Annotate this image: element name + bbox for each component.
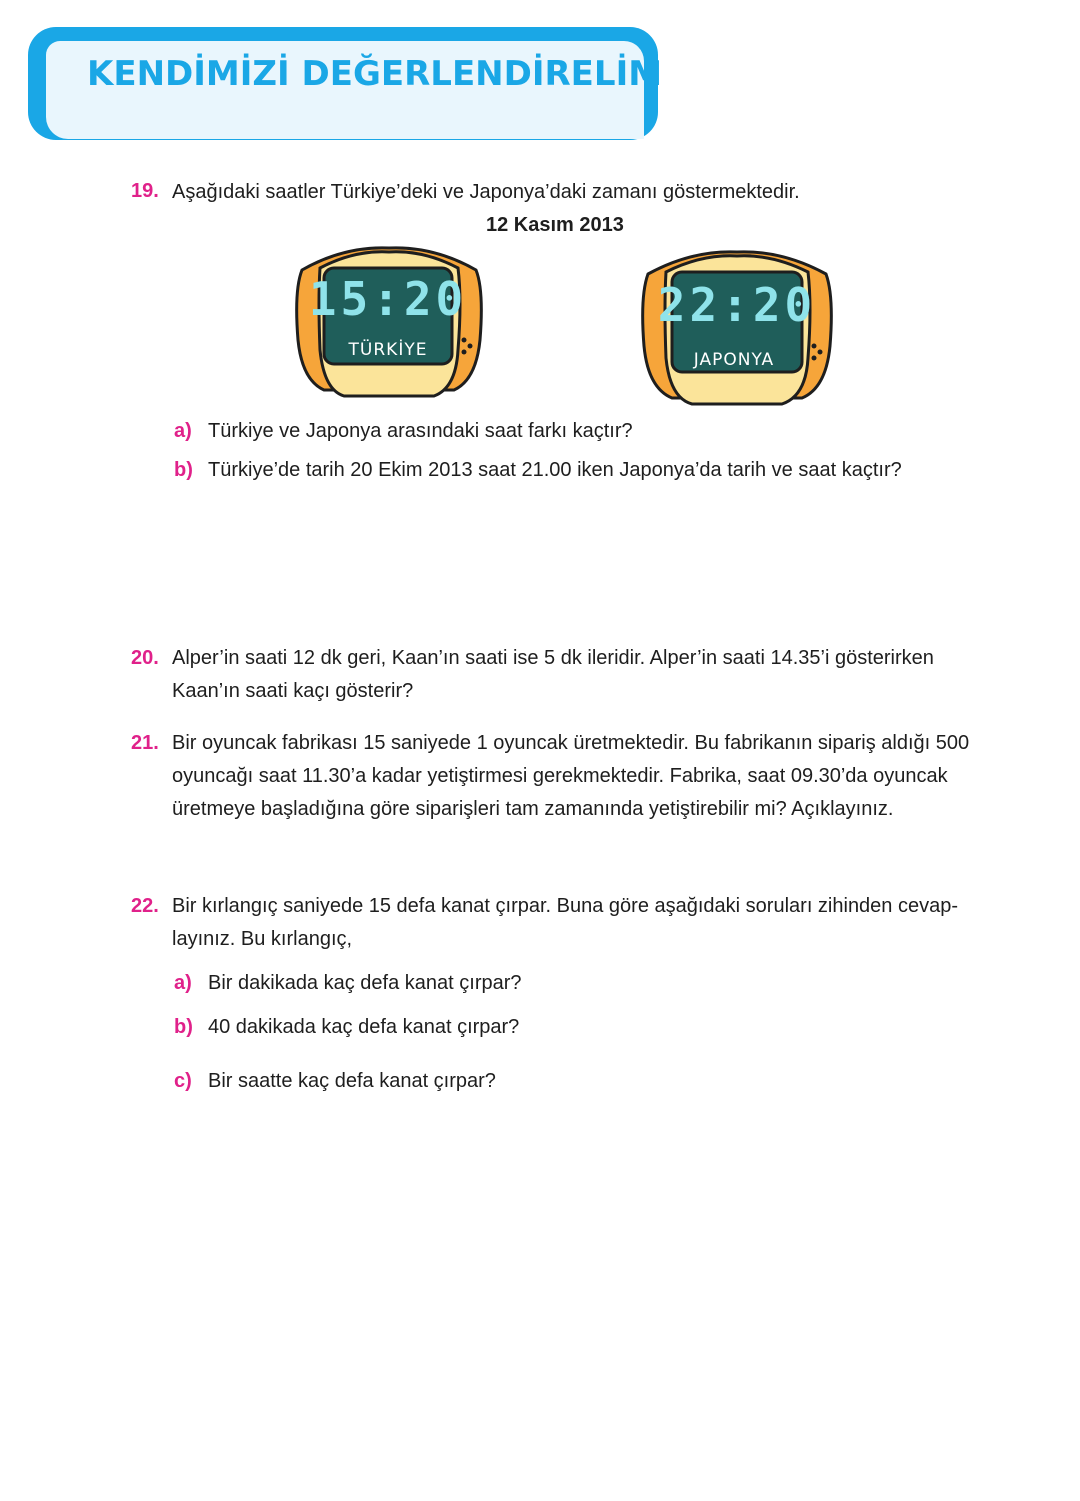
part-letter-a: a) <box>174 420 192 442</box>
part-letter-a: a) <box>174 972 192 994</box>
clock-label: JAPONYA <box>693 350 775 370</box>
question-text-line-3: üretmeye başladığına göre siparişleri tam zamanında yetiştirebilir mi? Açıklayınız. <box>172 798 894 820</box>
question-text-line-1: Alper’in saati 12 dk geri, Kaan’ın saati ise 5 dk ileridir. Alper’in saati 14.35’i gösterirken <box>172 647 934 669</box>
clock-time: 22:20 <box>657 278 817 332</box>
part-letter-b: b) <box>174 1016 193 1038</box>
clock-japonya <box>632 246 842 408</box>
part-text-c: Bir saatte kaç defa kanat çırpar? <box>208 1070 496 1092</box>
part-text-a: Bir dakikada kaç defa kanat çırpar? <box>208 972 522 994</box>
digital-clock-icon <box>632 246 842 408</box>
part-text-b: Türkiye’de tarih 20 Ekim 2013 saat 21.00 iken Japonya’da tarih ve saat kaçtır? <box>208 459 902 481</box>
question-text: Aşağıdaki saatler Türkiye’deki ve Japonya’daki zamanı göstermektedir. <box>172 181 800 203</box>
question-text-line-1: Bir oyuncak fabrikası 15 saniyede 1 oyuncak üretmektedir. Bu fabrikanın sipariş aldığı 500 <box>172 732 970 754</box>
date-label: 12 Kasım 2013 <box>486 214 624 236</box>
part-text-b: 40 dakikada kaç defa kanat çırpar? <box>208 1016 520 1038</box>
question-text-line-2: layınız. Bu kırlangıç, <box>172 928 353 950</box>
question-text-line-2: oyuncağı saat 11.30’a kadar yetiştirmesi gerekmektedir. Fabrika, saat 09.30’da oyuncak <box>172 765 948 787</box>
part-letter-b: b) <box>174 459 193 481</box>
part-text-a: Türkiye ve Japonya arasındaki saat farkı kaçtır? <box>208 420 633 442</box>
clock-time: 15:20 <box>308 272 468 326</box>
question-number: 21. <box>131 732 159 754</box>
part-letter-c: c) <box>174 1070 192 1092</box>
clock-label: TÜRKİYE <box>348 340 428 360</box>
digital-clock-icon <box>284 240 494 400</box>
question-text-line-2: Kaan’ın saati kaçı gösterir? <box>172 680 414 702</box>
question-number: 22. <box>131 895 159 917</box>
question-number: 19. <box>131 180 159 202</box>
page-title: KENDİMİZİ DEĞERLENDİRELİM <box>87 54 663 94</box>
question-text-line-1: Bir kırlangıç saniyede 15 defa kanat çırpar. Buna göre aşağıdaki soruları zihinden cevap- <box>172 895 959 917</box>
question-number: 20. <box>131 647 159 669</box>
clock-turkiye <box>284 240 494 400</box>
